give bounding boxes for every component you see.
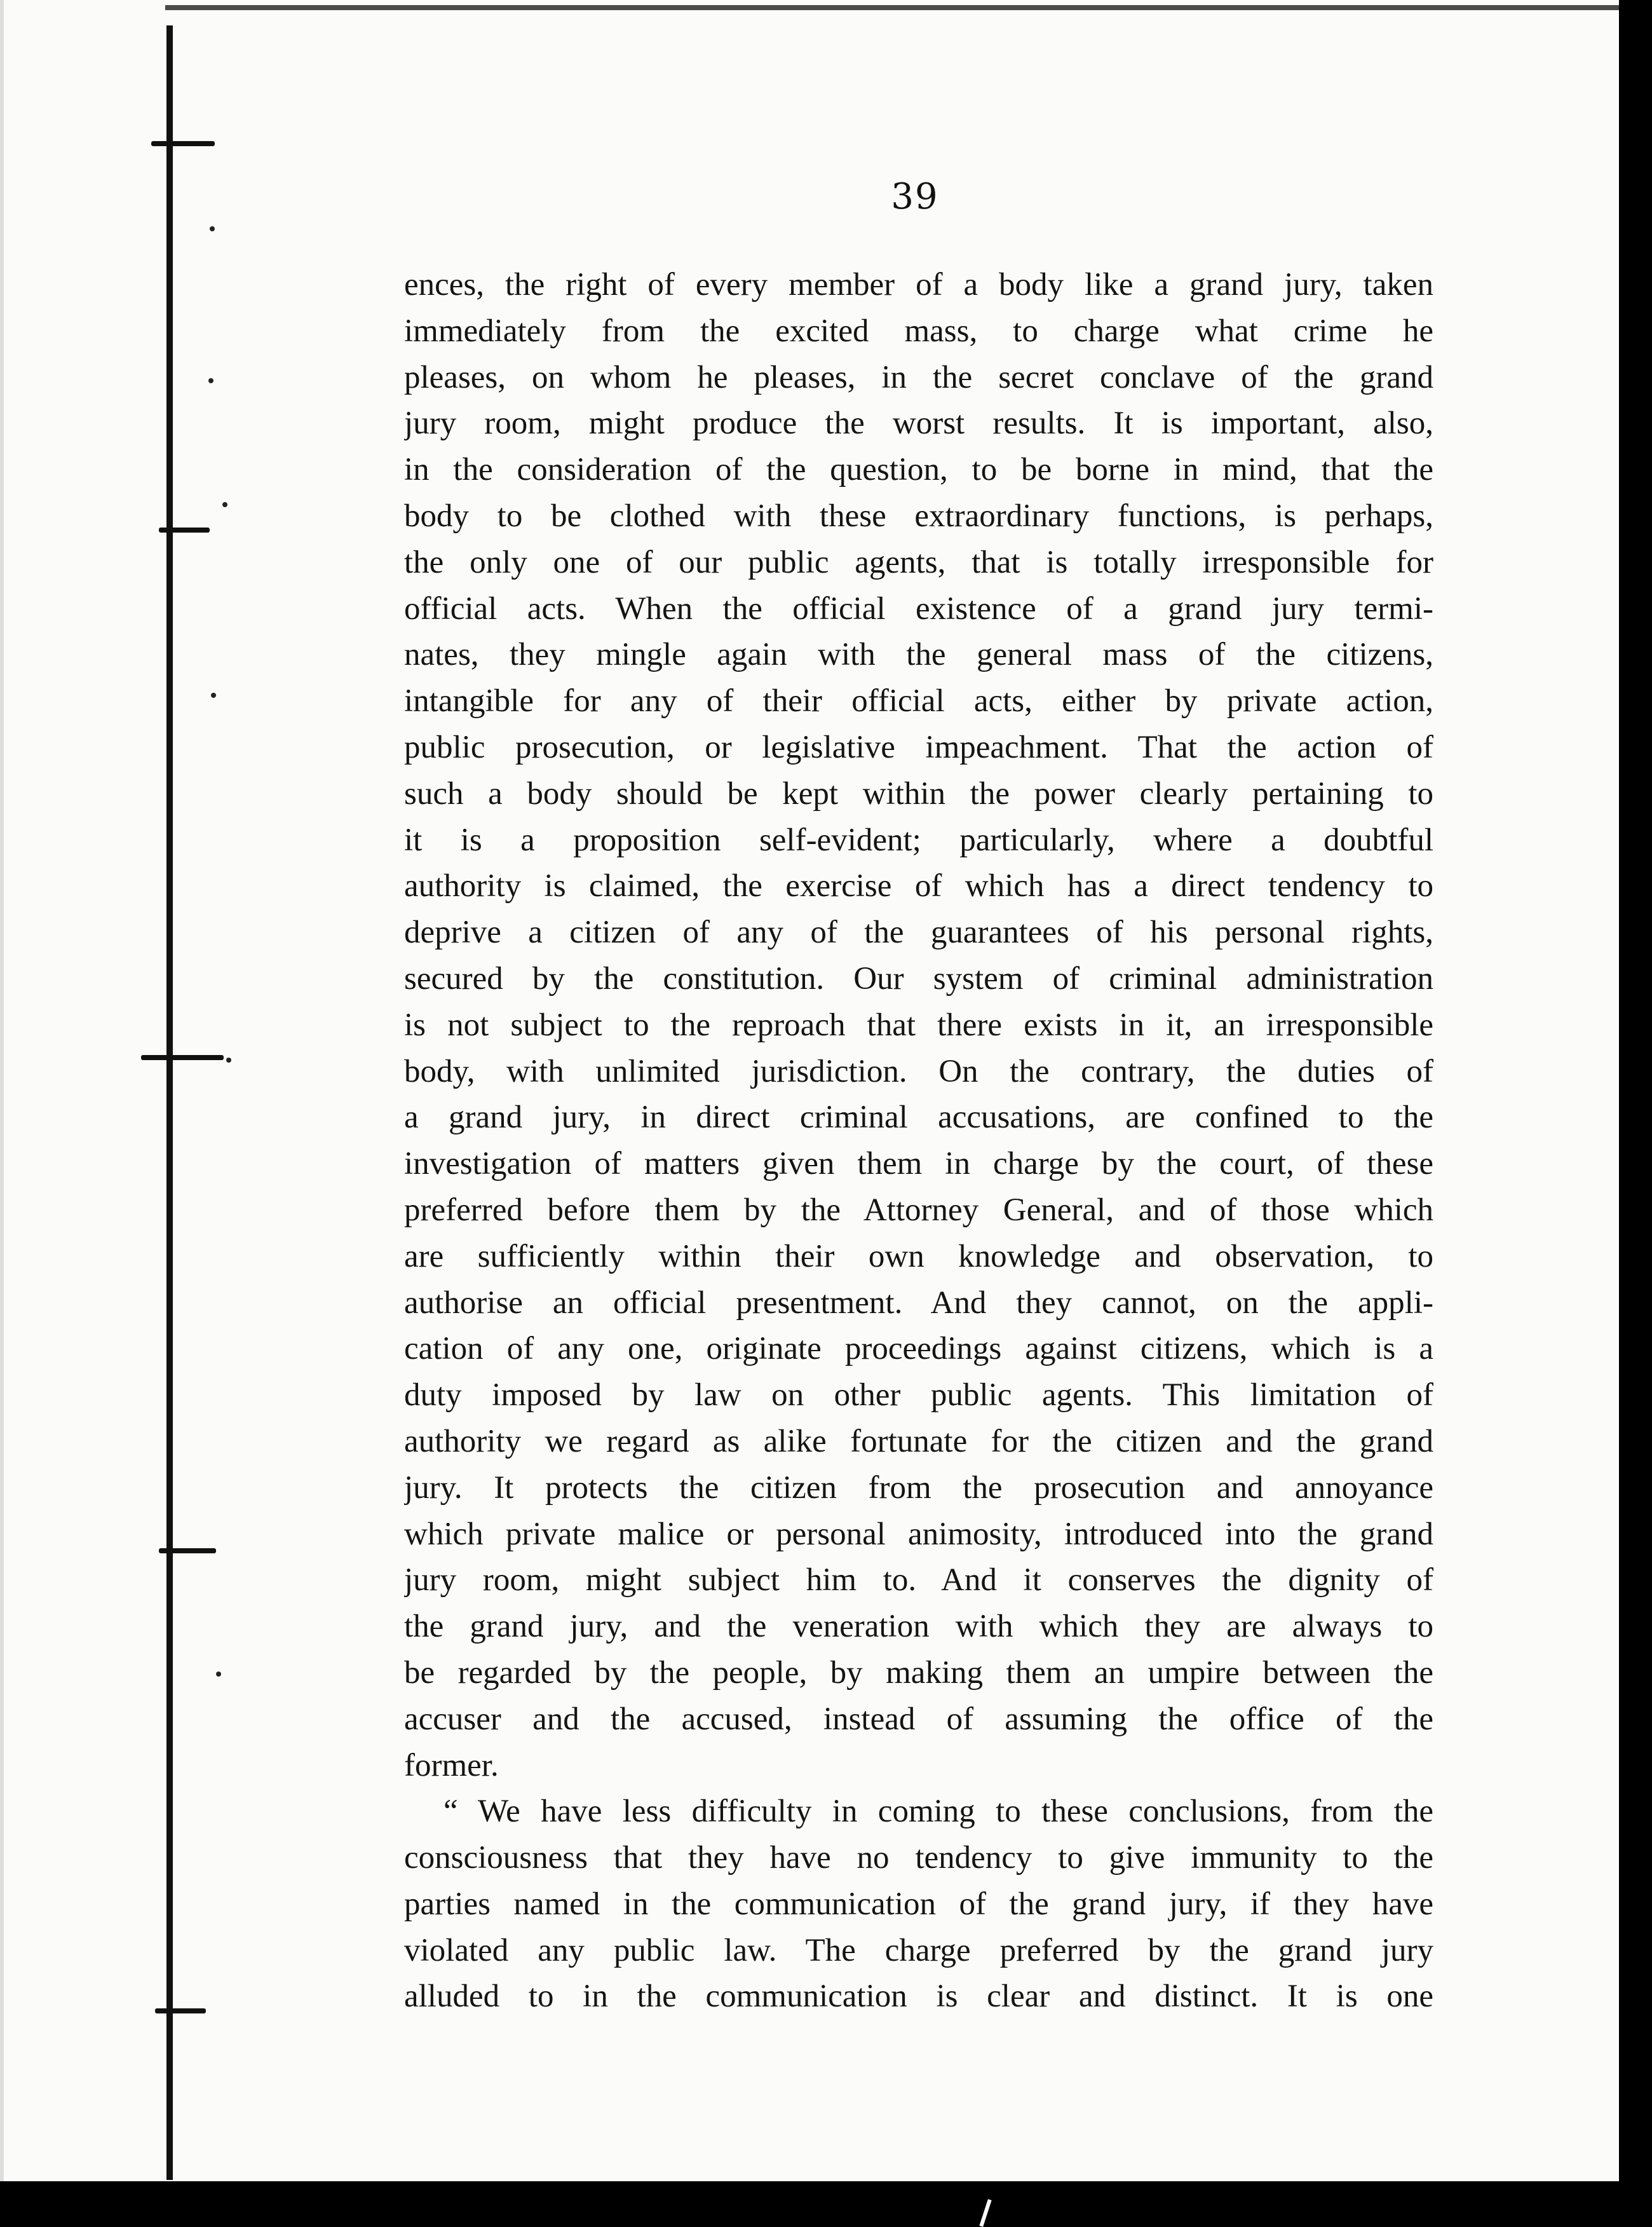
body-text: [404, 262, 1433, 2020]
text-line: cation of any one, originate proceedings against citizens, which is a: [404, 1331, 1433, 1367]
text-line: the grand jury, and the veneration with which they are always to: [404, 1609, 1433, 1645]
binding-stitch-mark: [155, 2008, 206, 2013]
binding-hole-mark: [208, 378, 213, 383]
text-line: immediately from the excited mass, to charge what crime he: [404, 313, 1433, 349]
text-line: in the consideration of the question, to be borne in mind, that the: [404, 452, 1433, 488]
text-line: violated any public law. The charge preferred by the grand jury: [404, 1932, 1433, 1968]
text-line: authority is claimed, the exercise of which has a direct tendency to: [404, 868, 1433, 904]
text-line: jury room, might subject him to. And it conserves the dignity of: [404, 1562, 1433, 1598]
scan-border-bottom: [0, 2181, 1652, 2227]
text-line: pleases, on whom he pleases, in the secret conclave of the grand: [404, 359, 1433, 395]
text-line: such a body should be kept within the power clearly pertaining to: [404, 775, 1433, 812]
text-line: deprive a citizen of any of the guarantees of his personal rights,: [404, 915, 1433, 951]
binding-hole-mark: [211, 693, 216, 698]
text-line: a grand jury, in direct criminal accusations, are confined to the: [404, 1100, 1433, 1136]
text-line: jury. It protects the citizen from the prosecution and annoyance: [404, 1469, 1433, 1506]
text-line: former.: [404, 1747, 499, 1783]
text-line: are sufficiently within their own knowledge and observation, to: [404, 1238, 1433, 1274]
text-line: nates, they mingle again with the general mass of the citizens,: [404, 637, 1433, 673]
text-line: investigation of matters given them in charge by the court, of these: [404, 1146, 1433, 1182]
text-line: public prosecution, or legislative impeachment. That the action of: [404, 729, 1433, 765]
page-number: 39: [891, 176, 939, 217]
text-line: parties named in the communication of the grand jury, if they have: [404, 1886, 1433, 1922]
binding-stitch-mark: [159, 1548, 216, 1553]
text-line: consciousness that they have no tendency to give immunity to the: [404, 1840, 1433, 1876]
text-line: intangible for any of their official acts, either by private action,: [404, 683, 1433, 719]
text-line: authority we regard as alike fortunate for the citizen and the grand: [404, 1423, 1433, 1459]
text-line: the only one of our public agents, that is totally irresponsible for: [404, 544, 1433, 580]
text-line: “ We have less difficulty in coming to these conclusions, from the: [443, 1794, 1433, 1830]
text-line: authorise an official presentment. And they cannot, on the appli-: [404, 1284, 1433, 1321]
binding-hole-mark: [210, 226, 215, 231]
text-line: ences, the right of every member of a body like a grand jury, taken: [404, 267, 1433, 303]
text-line: official acts. When the official existence of a grand jury termi-: [404, 590, 1433, 627]
binding-hole-mark: [216, 1672, 221, 1677]
text-line: jury room, might produce the worst results. It is important, also,: [404, 405, 1433, 442]
page-left-edge: [0, 0, 4, 2181]
binding-stitch-mark: [141, 1055, 224, 1060]
binding-hole-mark: [222, 502, 227, 507]
binding-stitch-mark: [151, 141, 215, 146]
binding-stitch-mark: [159, 528, 210, 533]
top-page-edge: [165, 5, 1619, 10]
text-line: which private malice or personal animosity, introduced into the grand: [404, 1516, 1433, 1552]
text-line: it is a proposition self-evident; particularly, where a doubtful: [404, 822, 1433, 858]
text-line: alluded to in the communication is clear and distinct. It is one: [404, 1978, 1433, 2015]
text-line: is not subject to the reproach that there exists in it, an irresponsible: [404, 1007, 1433, 1043]
text-line: be regarded by the people, by making them an umpire between the: [404, 1654, 1433, 1691]
scan-border-right: [1619, 0, 1652, 2227]
text-line: accuser and the accused, instead of assuming the office of the: [404, 1701, 1433, 1737]
text-line: duty imposed by law on other public agents. This limitation of: [404, 1377, 1433, 1413]
binding-hole-mark: [226, 1058, 231, 1063]
text-line: body to be clothed with these extraordinary functions, is perhaps,: [404, 498, 1433, 534]
text-line: body, with unlimited jurisdiction. On the contrary, the duties of: [404, 1053, 1433, 1089]
text-line: secured by the constitution. Our system of criminal administration: [404, 960, 1433, 997]
text-line: preferred before them by the Attorney General, and of those which: [404, 1192, 1433, 1228]
binding-stitch-line: [166, 25, 173, 2180]
